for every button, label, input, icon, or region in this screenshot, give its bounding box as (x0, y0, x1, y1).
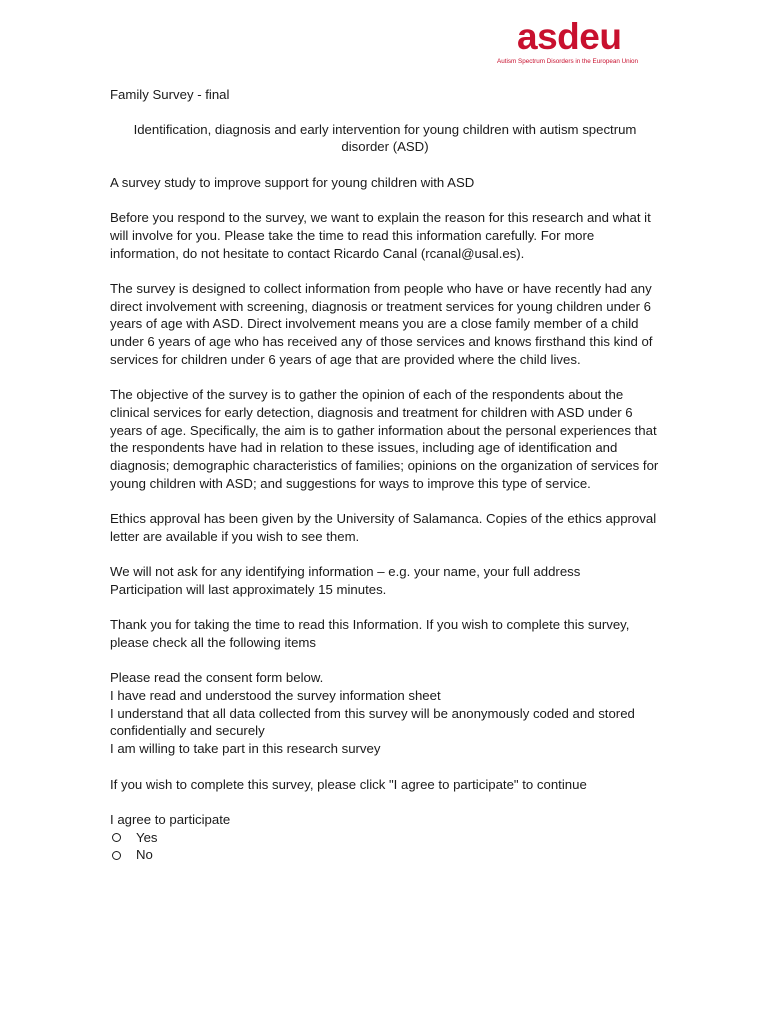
survey-subtitle: A survey study to improve support for young children with ASD (110, 174, 475, 190)
document-body (110, 86, 660, 864)
radio-circle-icon[interactable] (112, 833, 121, 842)
question-label: I agree to participate (110, 811, 231, 827)
consent-item: I understand that all data collected from this survey will be anonymously coded and stored confidentially and securely (110, 705, 635, 739)
survey-heading: Identification, diagnosis and early intervention for young children with autism spectrum disorder (ASD) (133, 121, 637, 155)
thanks-paragraph: Thank you for taking the time to read this Information. If you wish to complete this survey, please check all the following items (110, 617, 630, 650)
logo-wordmark: asdeu (517, 16, 622, 57)
purpose-paragraph: The survey is designed to collect information from people who have or have recently had any direct involvement with screening, diagnosis or treatment services for young children under 6 years of age with ASD. Direct involvement means you are a close family member of a child under 6 years of age who has received any of those services and knows firsthand this kind of services for children under 6 years of age that are provided where the child lives. (110, 280, 653, 367)
logo-tagline: Autism Spectrum Disorders in the European Union (497, 58, 639, 65)
asdeu-logo (497, 18, 667, 65)
option-label: No (136, 847, 153, 863)
option-label: Yes (136, 829, 158, 845)
consent-list (110, 669, 660, 758)
consent-item: Please read the consent form below. (110, 670, 324, 686)
ethics-paragraph: Ethics approval has been given by the University of Salamanca. Copies of the ethics approval letter are available if you wish to see them. (110, 511, 657, 544)
option-no[interactable] (110, 846, 660, 864)
intro-paragraph: Before you respond to the survey, we want to explain the reason for this research and what it will involve for you. Please take the time to read this information carefully. For more information, do not hesitate to contact Ricardo Canal (rcanal@usal.es). (110, 210, 651, 261)
document-title: Family Survey - final (110, 87, 230, 102)
participation-question (110, 811, 660, 864)
instruction-paragraph: If you wish to complete this survey, please click "I agree to participate" to continue (110, 776, 587, 792)
option-yes[interactable] (110, 829, 660, 847)
privacy-paragraph (110, 563, 660, 598)
consent-item: I have read and understood the survey information sheet (110, 688, 441, 704)
objective-paragraph: The objective of the survey is to gather the opinion of each of the respondents about the clinical services for early detection, diagnosis and treatment for children with ASD under 6 years of age. Specifically, the aim is to gather information about the personal experiences that the respondents have had in relation to these issues, including age of identification and diagnosis; demographic characteristics of families; opinions on the organization of services for young children with ASD; and suggestions for ways to improve this type of service. (110, 387, 659, 491)
duration-line: Participation will last approximately 15 minutes. (110, 581, 387, 597)
privacy-line: We will not ask for any identifying information – e.g. your name, your full address (110, 564, 581, 580)
radio-circle-icon[interactable] (112, 851, 121, 860)
consent-item: I am willing to take part in this research survey (110, 741, 381, 757)
